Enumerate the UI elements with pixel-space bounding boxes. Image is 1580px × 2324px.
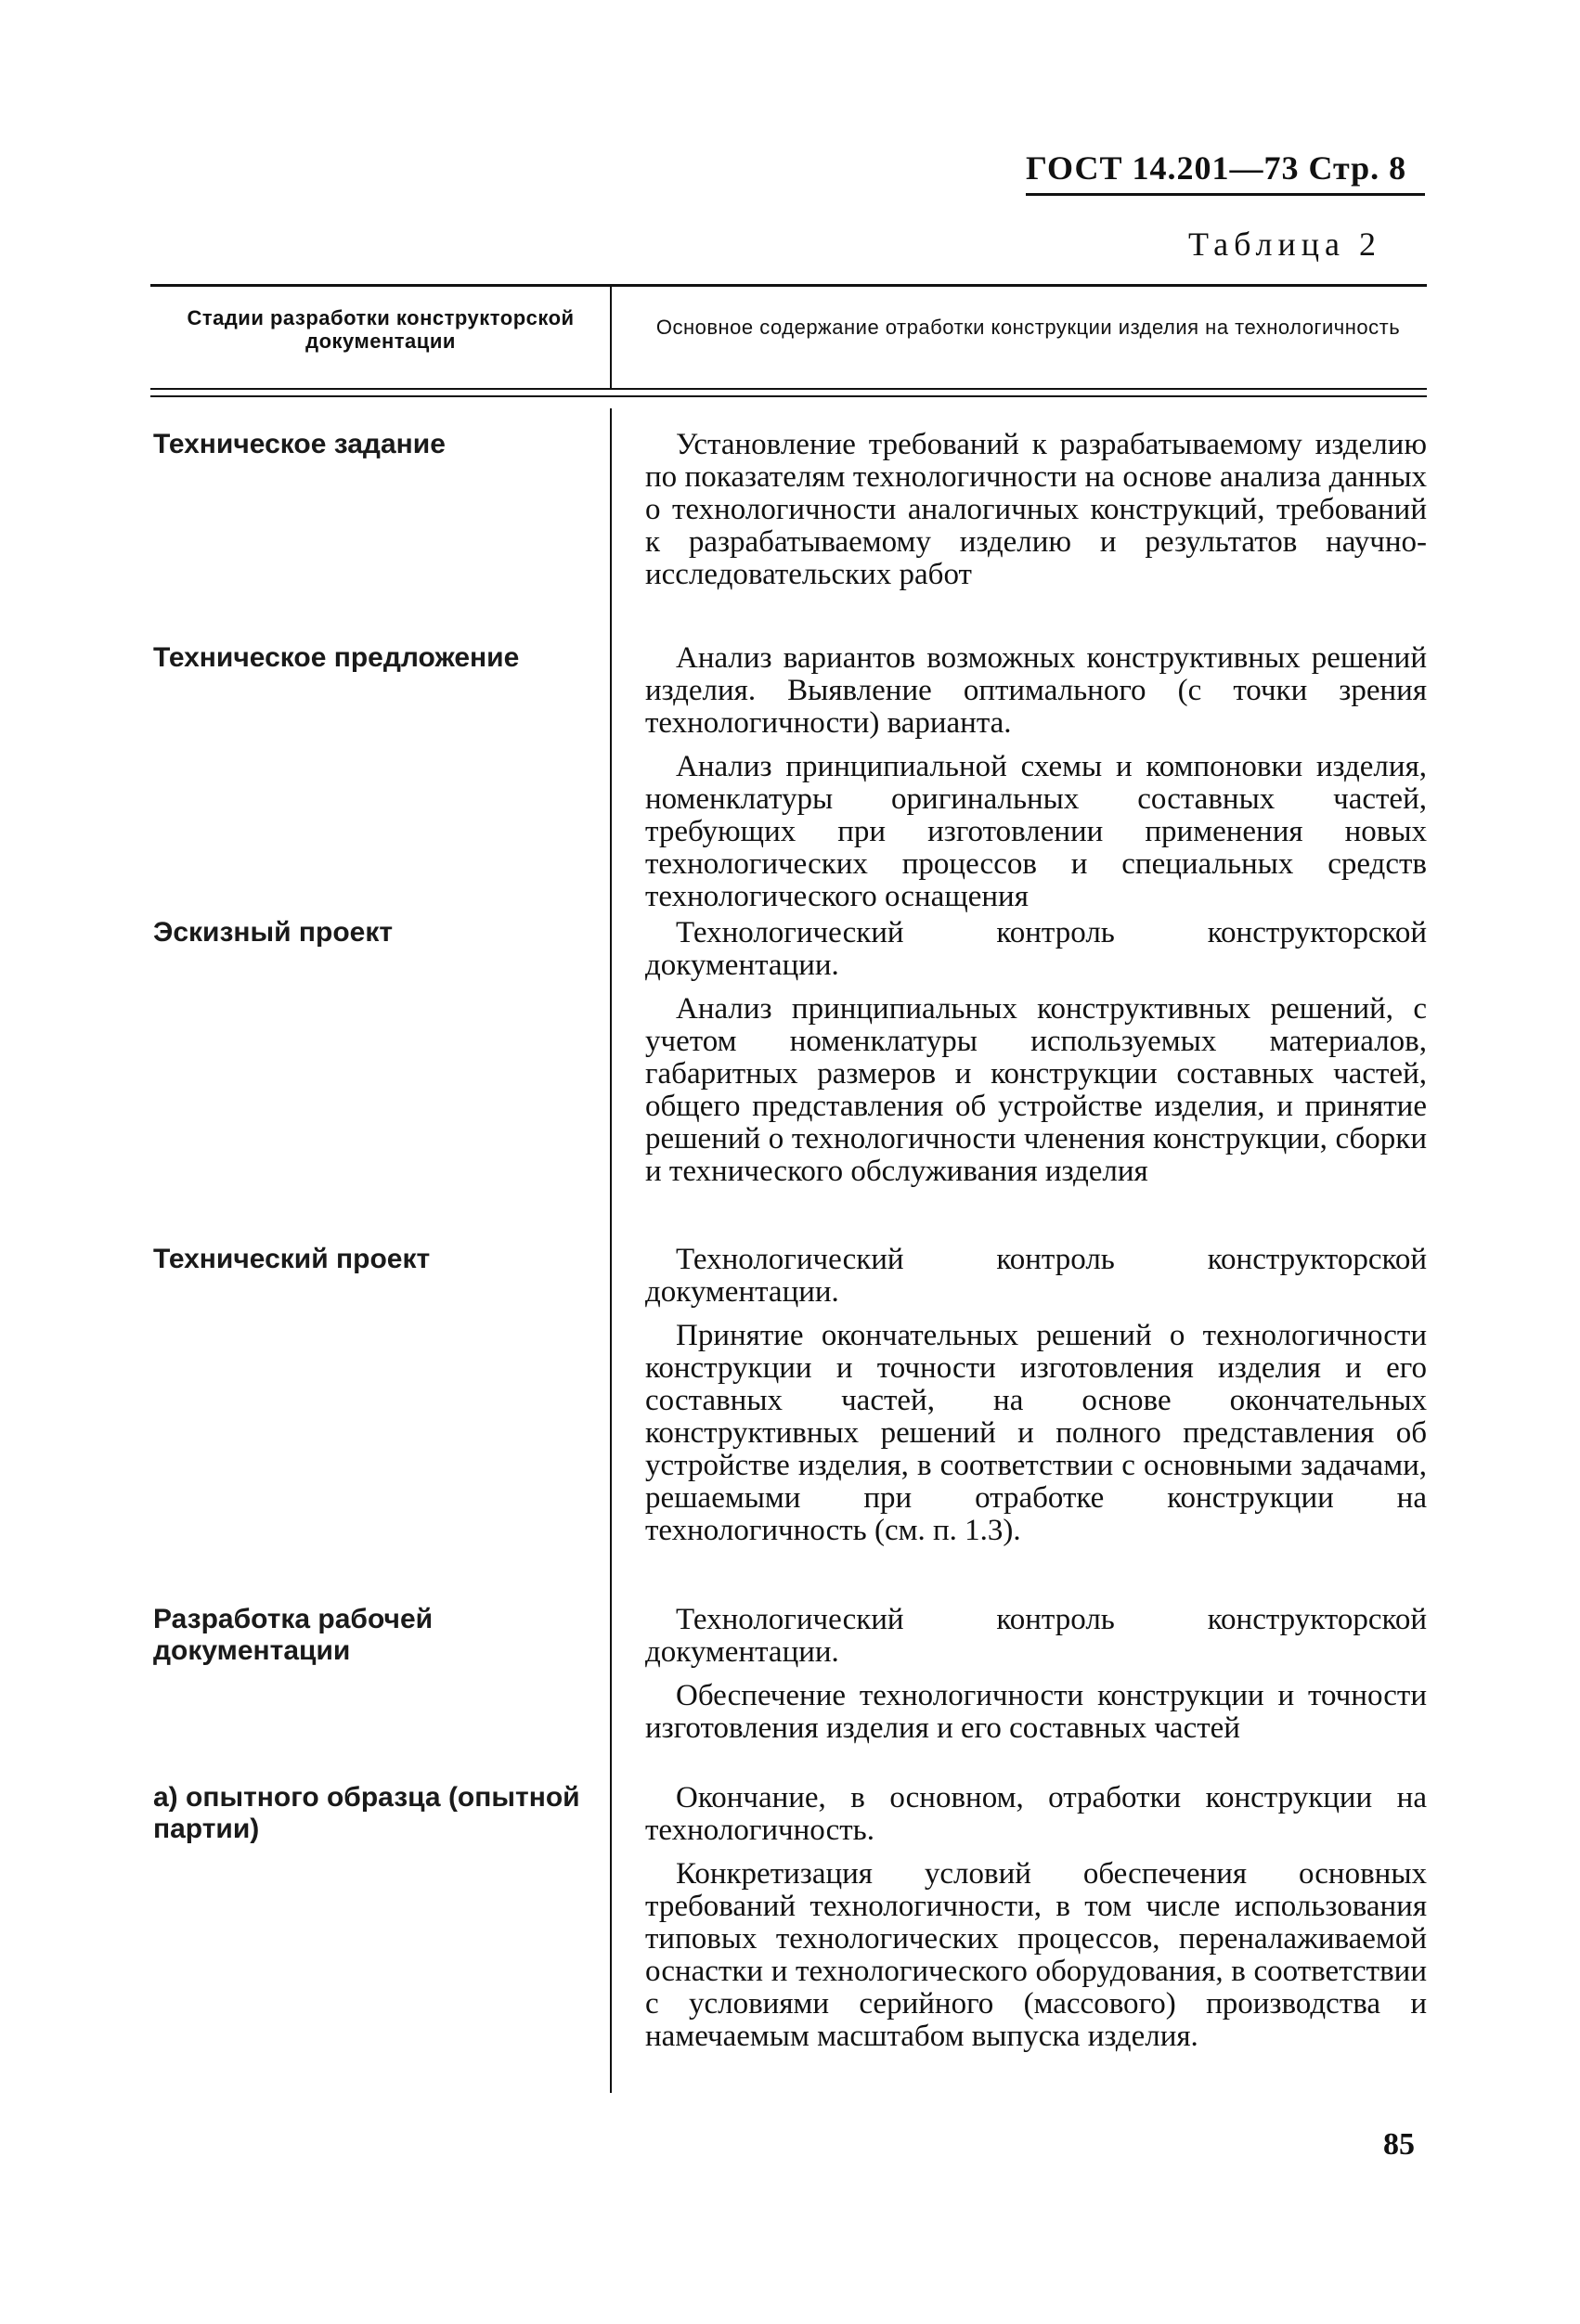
description-paragraph: Технологический контроль конструкторской документации. <box>645 1243 1427 1309</box>
description-paragraph: Анализ вариантов возможных конструктивных решений изделия. Выявление оптимального (с точки зрения технологичности) варианта. <box>645 641 1427 740</box>
description-paragraph: Анализ принципиальных конструктивных решений, с учетом номенклатуры используемых материалов, габаритных размеров и конструкции составных частей, общего представления об устройстве изделия, и принятие решений о технологичности членения конструкции, сборки и технического обслуживания изделия <box>645 992 1427 1188</box>
row-description <box>645 642 1427 913</box>
table-top-rule <box>150 284 1427 287</box>
table-header-rule <box>150 388 1427 390</box>
header-rule <box>1026 193 1425 196</box>
stage-prototype: а) опытного образца (опытной партии) <box>153 1782 580 1844</box>
description-paragraph: Технологический контроль конструкторской документации. <box>645 1603 1427 1669</box>
row-description <box>645 917 1427 1188</box>
table-label: Таблица 2 <box>1188 226 1381 263</box>
description-paragraph: Принятие окончательных решений о технологичности конструкции и точности изготовления изделия и его составных частей, на основе окончательных конструктивных решений и полного представления об устройстве изделия, в соответствии с основными задачами, решаемыми при отработке конструкции на технологичность (см. п. 1.3). <box>645 1319 1427 1547</box>
description-paragraph: Конкретизация условий обеспечения основных требований технологичности, в том числе использования типовых технологических процессов, переналаживаемой оснастки и технологического оборудования, в соответствии с условиями серийного (массового) производства и намечаемым масштабом выпуска изделия. <box>645 1857 1427 2053</box>
row-description <box>645 1604 1427 1745</box>
row-description <box>645 1782 1427 2053</box>
page-number: 85 <box>1383 2127 1415 2162</box>
gost-header: ГОСТ 14.201—73 Стр. 8 <box>1026 149 1407 187</box>
stage-technical-proposal: Техническое предложение <box>153 642 520 673</box>
column-header-content: Основное содержание отработки конструкции изделия на технологичность <box>655 316 1401 339</box>
table-column-divider-header <box>610 287 612 388</box>
stage-technical-design: Технический проект <box>153 1244 431 1274</box>
row-description <box>645 429 1427 591</box>
stage-working-documentation: Разработка рабочей документации <box>153 1604 434 1666</box>
table-column-divider-body <box>610 408 612 2093</box>
column-header-stages: Стадии разработки конструкторской документации <box>187 306 575 353</box>
description-paragraph: Окончание, в основном, отработки конструкции на технологичность. <box>645 1781 1427 1847</box>
description-paragraph: Обеспечение технологичности конструкции и точности изготовления изделия и его составных частей <box>645 1679 1427 1745</box>
description-paragraph: Технологический контроль конструкторской документации. <box>645 916 1427 982</box>
stage-draft-design: Эскизный проект <box>153 917 394 948</box>
description-paragraph: Анализ принципиальной схемы и компоновки изделия, номенклатуры оригинальных составных частей, требующих при изготовлении применения новых технологических процессов и специальных средств технологического оснащения <box>645 750 1427 913</box>
description-paragraph: Установление требований к разрабатываемому изделию по показателям технологичности на основе анализа данных о технологичности аналогичных конструкций, требований к разрабатываемому изделию и результатов научно-исследовательских работ <box>645 428 1427 591</box>
row-description <box>645 1244 1427 1547</box>
table-header-rule-double <box>150 395 1427 397</box>
stage-technical-assignment: Техническое задание <box>153 429 446 459</box>
